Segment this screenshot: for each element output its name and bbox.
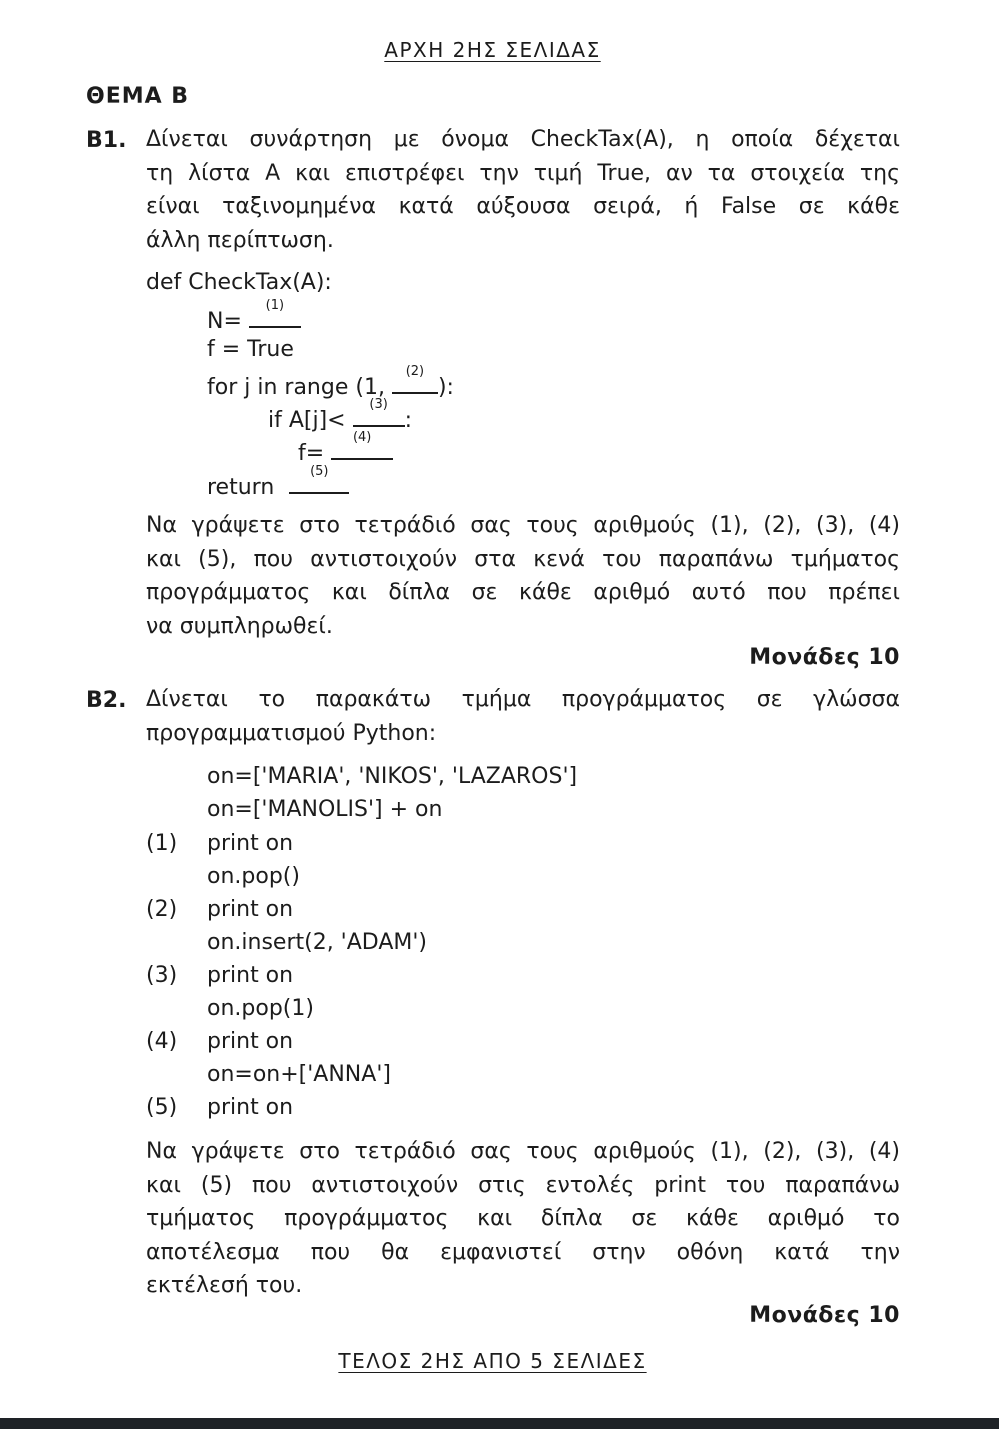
b1-code-if-suffix: : xyxy=(404,408,413,433)
question-b2-text xyxy=(146,683,900,750)
b1-text-line: είναι ταξινομημένα κατά αύξουσα σειρά, ή False σε κάθε xyxy=(146,194,900,219)
b2-points: Μονάδες 10 xyxy=(749,1303,900,1328)
b2-code-num: (1) xyxy=(146,831,178,856)
b1-code-f-assign xyxy=(298,430,393,466)
b2-code-print: print on xyxy=(207,963,294,988)
question-b1-text xyxy=(146,123,900,257)
b2-code-print: print on xyxy=(207,1095,294,1120)
b1-code-return xyxy=(207,464,349,500)
b1-text-line: άλλη περίπτωση. xyxy=(146,227,334,253)
b2-code-print: print on xyxy=(207,831,294,856)
b1-code-return-prefix: return xyxy=(207,475,275,500)
question-b1-number: Β1. xyxy=(86,128,127,153)
b2-text-line: προγραμματισμού Python: xyxy=(146,720,437,746)
blank-3-label: (3) xyxy=(369,397,388,412)
section-title: ΘΕΜΑ Β xyxy=(86,84,190,109)
b2-text-line: Δίνεται το παρακάτω τμήμα προγράμματος σε γλώσσα xyxy=(146,687,900,712)
blank-2-label: (2) xyxy=(405,364,425,379)
b2-code-line: on=['MANOLIS'] + on xyxy=(207,797,443,822)
blank-3 xyxy=(353,397,405,427)
b1-code-if xyxy=(268,397,413,433)
b1-text-line: τη λίστα Α και επιστρέφει την τιμή True, αν τα στοιχεία της xyxy=(146,160,900,186)
b1-code-if-prefix: if A[j]< xyxy=(268,408,346,433)
b1-instruction xyxy=(146,509,900,643)
page-header: ΑΡΧΗ 2ΗΣ ΣΕΛΙΔΑΣ xyxy=(384,38,601,62)
b1-instruction-line: να συμπληρωθεί. xyxy=(146,613,333,639)
blank-1-label: (1) xyxy=(265,298,285,313)
blank-2 xyxy=(392,364,438,394)
b2-code-print: print on xyxy=(207,897,294,922)
b1-text-line: Δίνεται συνάρτηση με όνομα CheckTax(A), η οποία δέχεται xyxy=(146,127,900,152)
b2-code-line: on.pop(1) xyxy=(207,996,314,1021)
b1-code-for xyxy=(207,364,454,400)
blank-5-label: (5) xyxy=(310,464,329,479)
b2-code-num: (3) xyxy=(146,963,178,988)
b2-instruction xyxy=(146,1135,900,1303)
b2-instruction-line: και (5) που αντιστοιχούν στις εντολές print του παραπάνω xyxy=(146,1172,900,1198)
b2-code-num: (4) xyxy=(146,1029,178,1054)
b1-code-for-prefix: for j in range (1, xyxy=(207,375,385,400)
b2-code-num: (5) xyxy=(146,1095,178,1120)
blank-5 xyxy=(289,464,349,494)
b1-instruction-line: και (5), που αντιστοιχούν στα κενά του παραπάνω τμήματος xyxy=(146,546,900,572)
bottom-bar xyxy=(0,1418,999,1429)
page-footer: ΤΕΛΟΣ 2ΗΣ ΑΠΟ 5 ΣΕΛΙΔΕΣ xyxy=(338,1349,647,1373)
blank-4 xyxy=(331,430,393,460)
b2-code-line: on.pop() xyxy=(207,864,300,889)
blank-1 xyxy=(249,298,301,328)
b1-code-n-prefix: N= xyxy=(207,309,242,334)
b1-points: Μονάδες 10 xyxy=(749,645,900,670)
b2-instruction-line: τμήματος προγράμματος και δίπλα σε κάθε αριθμό το xyxy=(146,1206,900,1231)
b1-code-f-prefix: f= xyxy=(298,441,325,466)
b2-code-line: on=['MARIA', 'NIKOS', 'LAZAROS'] xyxy=(207,764,578,789)
b1-instruction-line: προγράμματος και δίπλα σε κάθε αριθμό αυτό που πρέπει xyxy=(146,580,900,605)
b2-instruction-line: εκτέλεσή του. xyxy=(146,1273,303,1298)
b2-code-line: on=on+['ANNA'] xyxy=(207,1062,391,1087)
b2-code-print: print on xyxy=(207,1029,294,1054)
b1-code-for-suffix: ): xyxy=(437,375,454,400)
b1-code-f-true: f = True xyxy=(207,337,294,362)
b2-instruction-line: Να γράψετε στο τετράδιό σας τους αριθμούς (1), (2), (3), (4) xyxy=(146,1139,900,1164)
b2-code-num: (2) xyxy=(146,897,178,922)
b1-code-def: def CheckTax(A): xyxy=(146,270,332,295)
b2-code-line: on.insert(2, 'ADAM') xyxy=(207,930,427,955)
question-b2-number: Β2. xyxy=(86,688,127,713)
b1-instruction-line: Να γράψετε στο τετράδιό σας τους αριθμούς (1), (2), (3), (4) xyxy=(146,513,900,538)
b2-instruction-line: αποτέλεσμα που θα εμφανιστεί στην οθόνη κατά την xyxy=(146,1239,900,1265)
blank-4-label: (4) xyxy=(352,430,372,445)
b1-code-n xyxy=(207,298,301,334)
